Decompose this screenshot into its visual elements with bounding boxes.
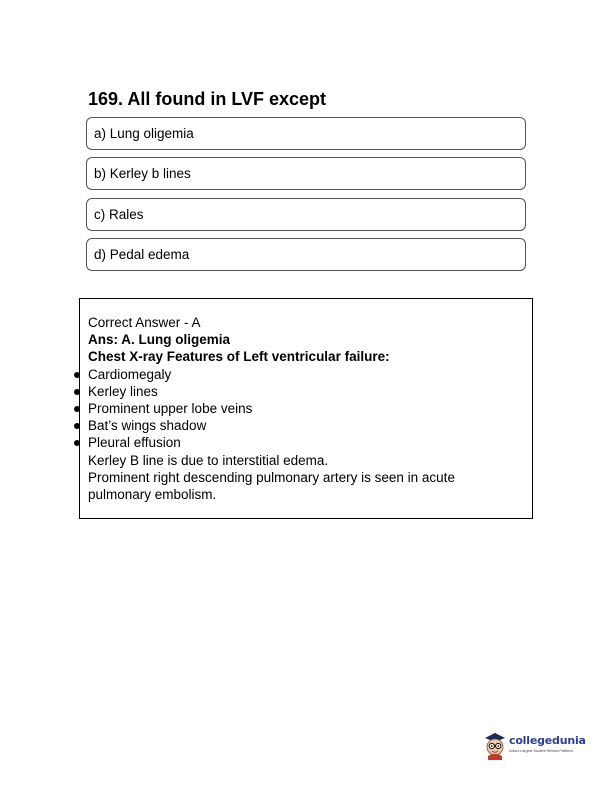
correct-answer-label: Correct Answer - A [88, 315, 201, 330]
note-pulmonary-embolism: Prominent right descending pulmonary artery is seen in acute pulmonary embolism. [88, 469, 455, 503]
mascot-icon [482, 730, 508, 760]
question-title: 169. All found in LVF except [88, 89, 327, 109]
bullet-icon [74, 372, 80, 378]
list-item-text: Prominent upper lobe veins [88, 401, 253, 417]
answer-line: Ans: A. Lung oligemia [88, 332, 231, 348]
list-item [88, 417, 518, 434]
bullet-icon [74, 406, 80, 412]
brand-name: collegedunia [509, 734, 586, 747]
brand-tagline: India's Largest Student Review Platform [509, 749, 573, 753]
list-item [88, 434, 518, 451]
list-item-text: Bat’s wings shadow [88, 418, 207, 434]
option-a[interactable]: a) Lung oligemia [86, 117, 526, 150]
list-item-text: Kerley lines [88, 383, 158, 399]
option-b[interactable]: b) Kerley b lines [86, 157, 526, 190]
note-interstitial-edema: Kerley B line is due to interstitial edema. [88, 452, 329, 468]
list-item [88, 366, 518, 383]
list-item [88, 400, 518, 417]
answer-explanation [88, 314, 518, 503]
list-item-text: Pleural effusion [88, 435, 181, 451]
list-item-text: Cardiomegaly [88, 366, 172, 382]
collegedunia-logo [482, 730, 586, 760]
option-d[interactable]: d) Pedal edema [86, 238, 526, 271]
feature-list [88, 366, 518, 452]
list-item [88, 383, 518, 400]
option-c[interactable]: c) Rales [86, 198, 526, 231]
bullet-icon [74, 389, 80, 395]
explanation-heading: Chest X-ray Features of Left ventricular failure: [88, 349, 390, 365]
